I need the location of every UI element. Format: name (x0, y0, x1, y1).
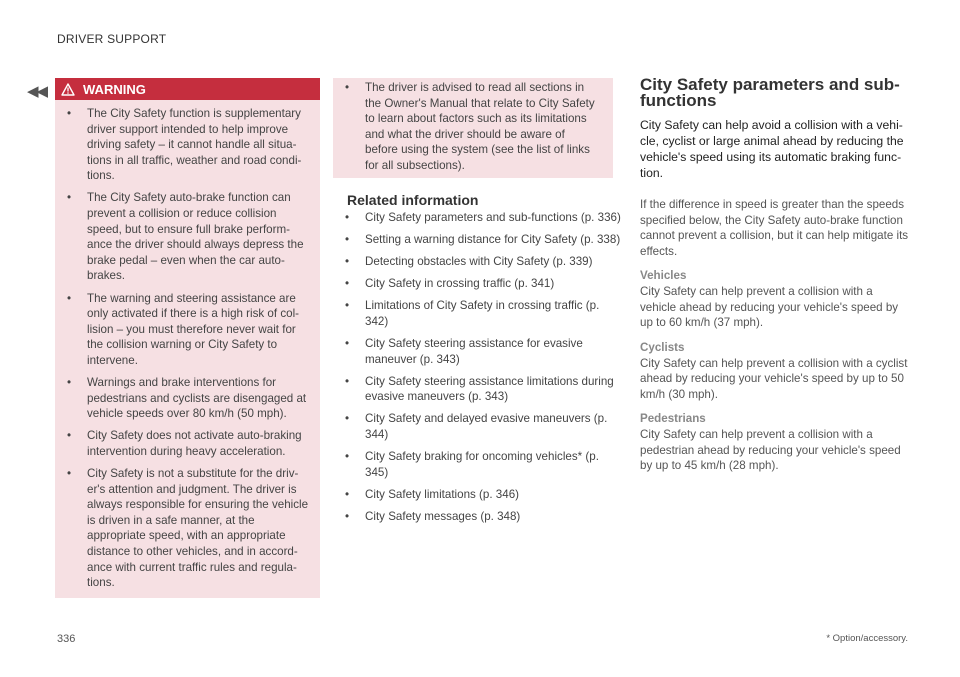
parameters-section (640, 77, 910, 484)
section-header: DRIVER SUPPORT (57, 32, 167, 46)
warning-item: • Warnings and brake interventions for pedestrians and cyclists are disengaged at vehicle speeds over 80 km/h (50 mph). (55, 375, 310, 422)
related-link[interactable]: • City Safety steering assistance limitations during evasive maneuvers (p. 343) (333, 374, 623, 405)
page-number: 336 (57, 633, 76, 645)
related-link[interactable]: • City Safety and delayed evasive maneuvers (p. 344) (333, 411, 623, 442)
pedestrians-paragraph: City Safety can help prevent a collision with a pedestrian ahead by reducing your vehicle's speed by up to 45 km/h (28 mph). (640, 428, 901, 472)
warning-item: • The City Safety function is supplementary driver support intended to help improve driving safety – it cannot handle all situations in all traffic, weather and road conditions. (55, 106, 310, 184)
warning-item: • The City Safety auto-brake function can prevent a collision or reduce collision speed, but to ensure full brake performance the driver should always depress the brake pedal – even when the car auto-brakes. (55, 190, 310, 284)
section-title: City Safety parameters and subfunctions (640, 75, 900, 110)
cyclists-paragraph: City Safety can help prevent a collision with a cyclist ahead by reducing your vehicle's speed by up to 50 km/h (30 mph). (640, 356, 908, 401)
warning-item: • City Safety does not activate auto-braking intervention during heavy acceleration. (55, 428, 310, 459)
vehicles-paragraph: City Safety can help prevent a collision with a vehicle ahead by reducing your vehicle's speed by up to 60 km/h (37 mph). (640, 285, 899, 329)
warning-item: • The driver is advised to read all sections in the Owner's Manual that relate to City Safety to learn about factors such as its limitations and what the driver should be aware of before using the system (see the list of links for all subsections). (333, 80, 597, 174)
related-link[interactable]: • City Safety parameters and sub-functions (p. 336) (333, 210, 623, 226)
lead-paragraph: City Safety can help avoid a collision with a vehicle, cyclist or large animal ahead by reducing the vehicle's speed using its automatic braking function. (640, 118, 904, 180)
warning-title: WARNING (83, 81, 146, 97)
warning-box (55, 78, 320, 598)
subheading-vehicles: Vehicles (640, 269, 687, 282)
related-link[interactable]: • City Safety braking for oncoming vehicles* (p. 345) (333, 449, 623, 480)
footnote: * Option/accessory. (826, 633, 908, 644)
warning-box-continued (333, 78, 613, 178)
related-link[interactable]: • Setting a warning distance for City Safety (p. 338) (333, 232, 623, 248)
related-link[interactable]: • Limitations of City Safety in crossing traffic (p. 342) (333, 298, 623, 329)
subheading-pedestrians: Pedestrians (640, 412, 706, 425)
related-link[interactable]: • City Safety messages (p. 348) (333, 509, 623, 525)
warning-triangle-icon (61, 83, 75, 96)
back-arrows-icon[interactable]: ◀◀ (27, 83, 47, 100)
warning-header (55, 78, 320, 100)
warning-list (55, 106, 320, 591)
related-information-list (333, 210, 623, 531)
warning-item: • City Safety is not a substitute for the driver's attention and judgment. The driver is always responsible for ensuring the vehicle is driven in a safe manner, at the appropriate speed, with an appropriate distance to other vehicles, and in accordance with current traffic rules and regulations. (55, 466, 310, 591)
related-link[interactable]: • City Safety steering assistance for evasive maneuver (p. 343) (333, 336, 623, 367)
warning-item: • The warning and steering assistance are only activated if there is a high risk of collision – you must therefore never wait for the collision warning or City Safety to intervene. (55, 291, 310, 369)
related-link[interactable]: • City Safety in crossing traffic (p. 341) (333, 276, 623, 292)
related-link[interactable]: • Detecting obstacles with City Safety (p. 339) (333, 254, 623, 270)
intro-paragraph: If the difference in speed is greater than the speeds specified below, the City Safety auto-brake function cannot prevent a collision, but it can help mitigate its effects. (640, 198, 909, 258)
subheading-cyclists: Cyclists (640, 340, 685, 354)
related-link[interactable]: • City Safety limitations (p. 346) (333, 487, 623, 503)
related-information-title: Related information (347, 192, 479, 208)
